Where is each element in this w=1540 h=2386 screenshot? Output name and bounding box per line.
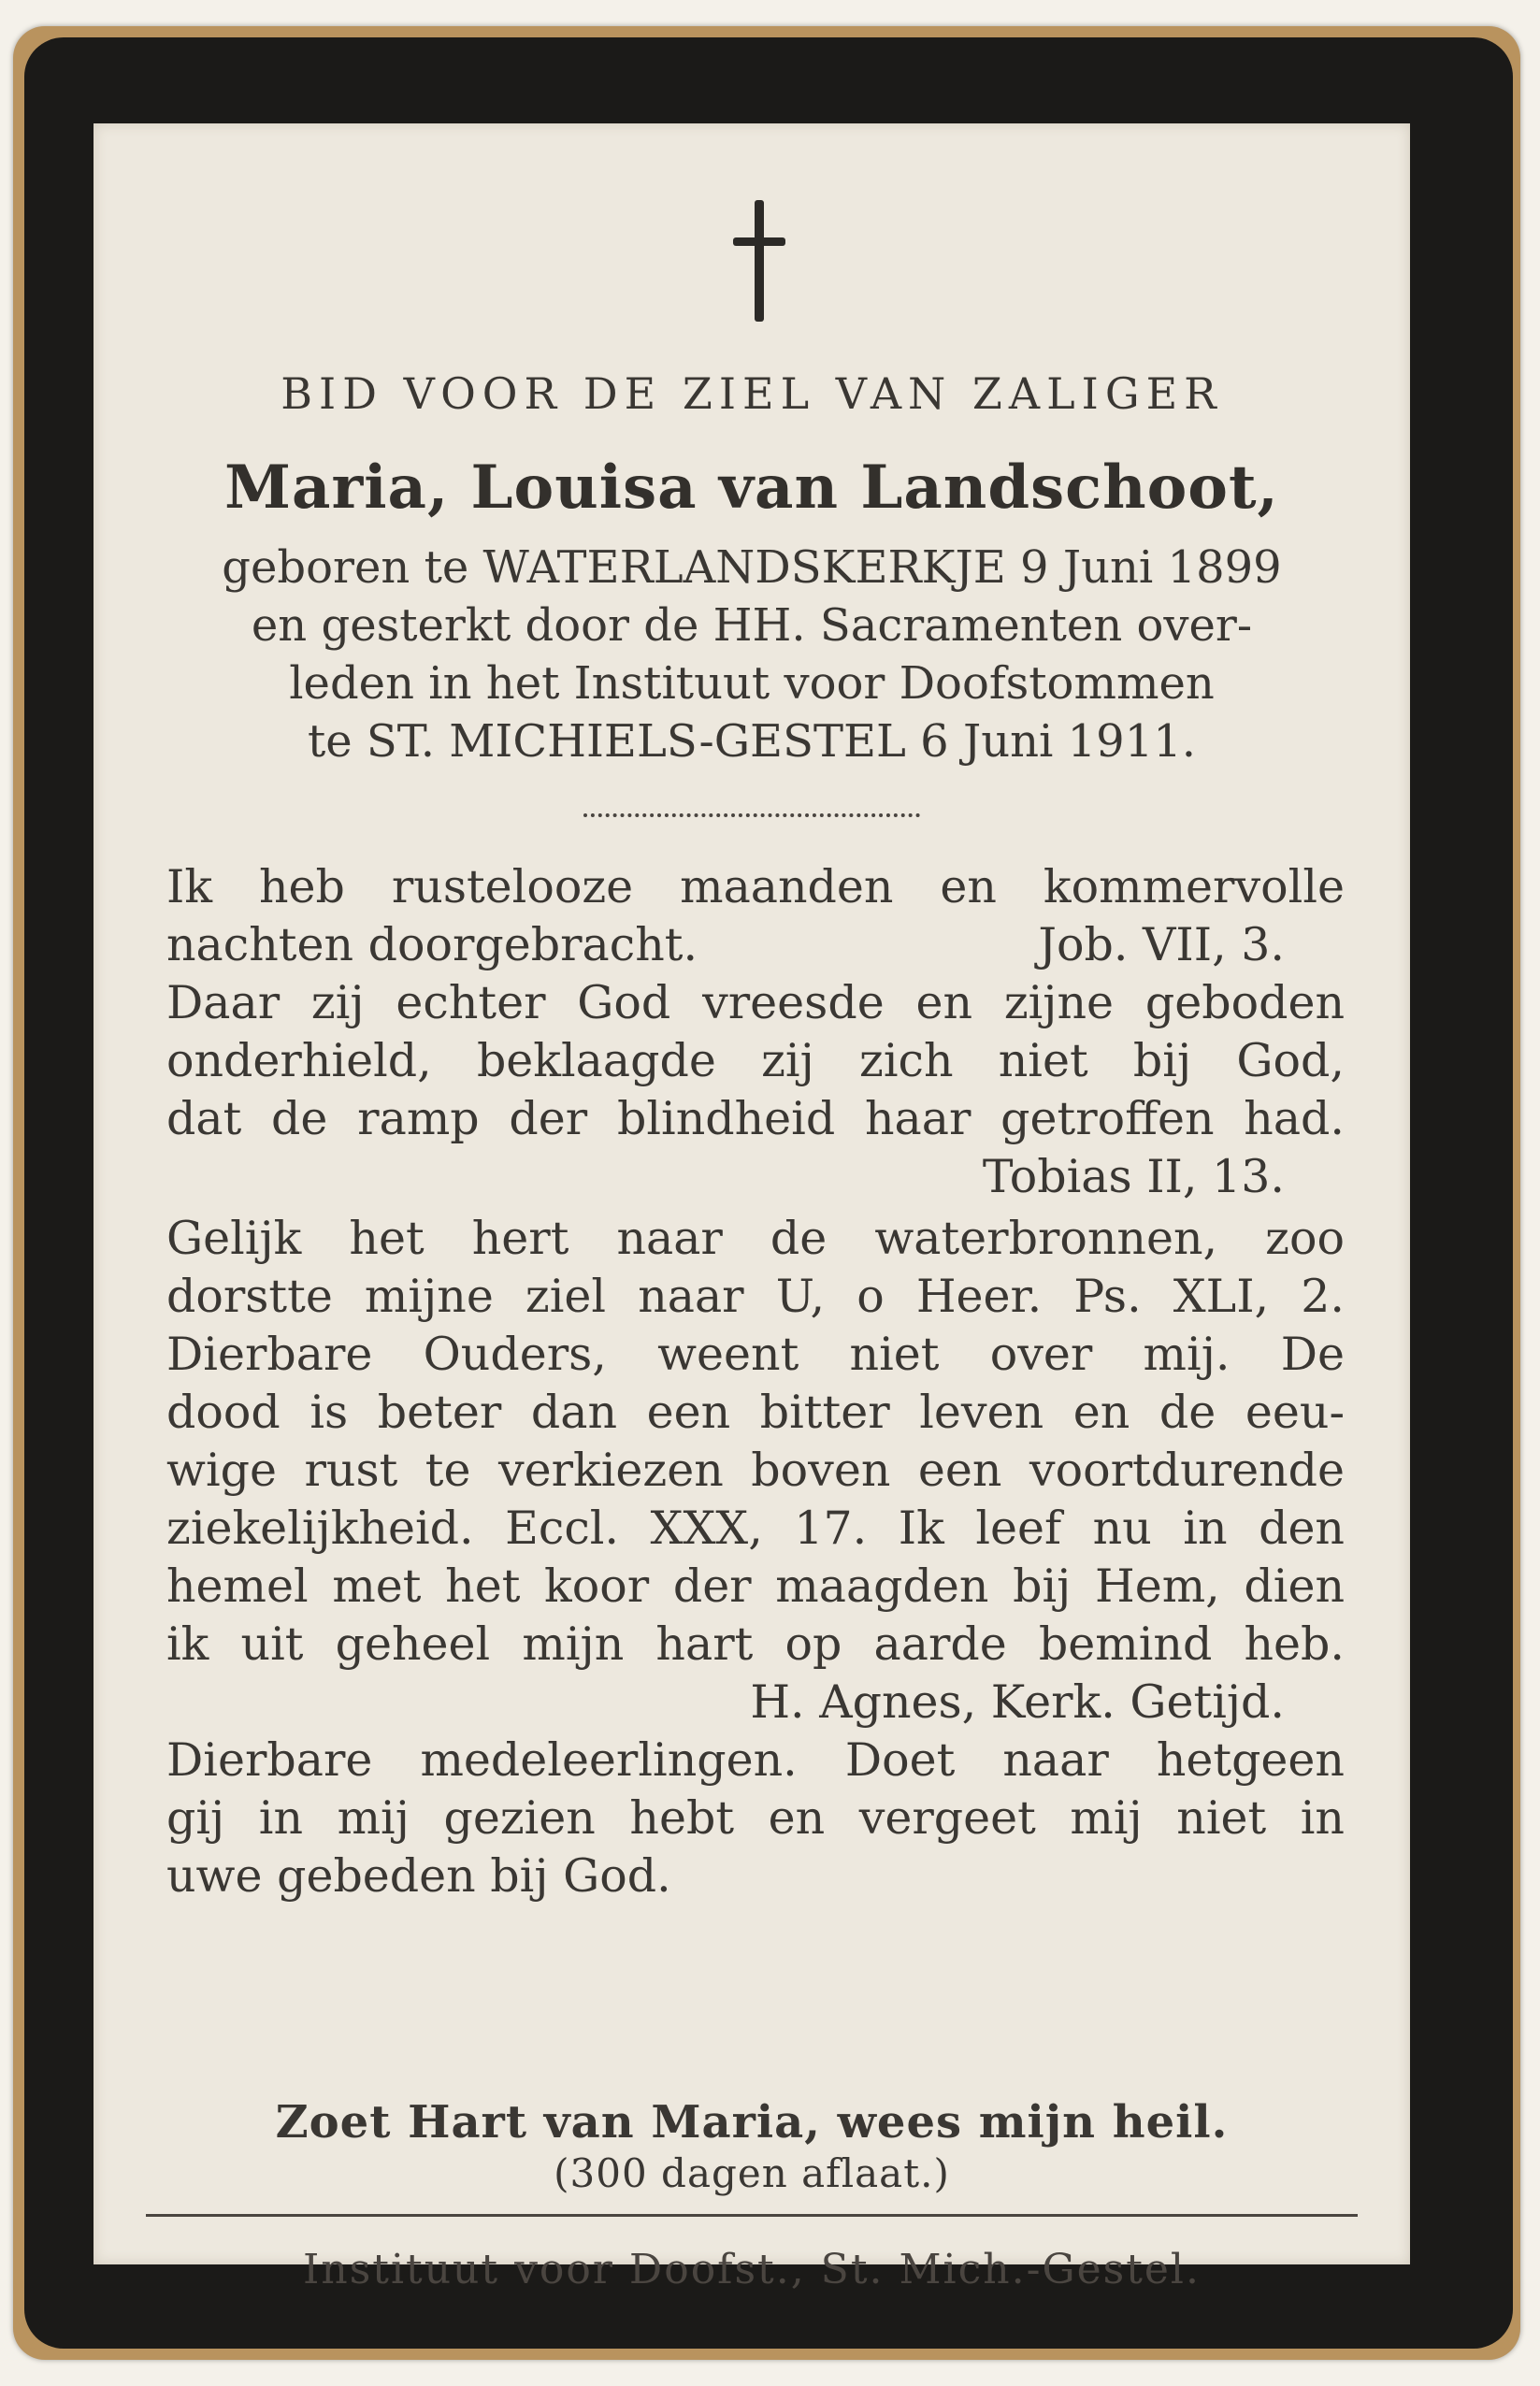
text-line: wige rust te verkiezen boven een voortdurende [166,1444,1345,1497]
indulgence-note: (300 dagen aflaat.) [554,2150,950,2196]
prayer-header: BID VOOR DE ZIEL VAN ZALIGER [281,368,1223,419]
bio-line: en gesterkt door de HH. Sacramenten over- [251,599,1253,652]
text-line: hemel met het koor der maagden bij Hem, dien [166,1560,1345,1613]
footer-divider [146,2214,1358,2217]
cross-icon [733,200,785,322]
text-line: ik uit geheel mijn hart op aarde bemind heb. [166,1617,1345,1671]
card-paper [94,123,1410,2293]
bio-line: te ST. MICHIELS-GESTEL 6 Juni 1911. [307,715,1197,768]
text-line: dorstte mijne ziel naar U, o Heer. Ps. XLI, 2. [166,1270,1345,1323]
printer-footer: Instituut voor Doofst., St. Mich.-Gestel. [302,2246,1201,2293]
citation: Job. VII, 3. [1038,918,1285,971]
citation: Tobias II, 13. [982,1150,1285,1203]
citation: H. Agnes, Kerk. Getijd. [750,1675,1285,1729]
text-line: gij in mij gezien hebt en vergeet mij niet in [166,1791,1345,1845]
text-line: Dierbare medeleerlingen. Doet naar hetgeen [166,1733,1345,1787]
text-line: Dierbare Ouders, weent niet over mij. De [166,1328,1345,1381]
text-line: Daar zij echter God vreesde en zijne geboden [166,976,1345,1029]
bio-line: geboren te WATERLANDSKERKJE 9 Juni 1899 [222,541,1282,594]
text-line: dood is beter dan een bitter leven en de eeu- [166,1386,1345,1439]
dotted-divider [583,813,920,817]
text-line: Ik heb rustelooze maanden en kommervolle [166,860,1345,913]
text-line: nachten doorgebracht. [166,918,698,971]
text-line: Gelijk het hert naar de waterbronnen, zoo [166,1212,1345,1265]
motto: Zoet Hart van Maria, wees mijn heil. [275,2096,1229,2149]
text-line: dat de ramp der blindheid haar getroffen had. [166,1092,1345,1145]
deceased-name: Maria, Louisa van Landschoot, [224,453,1279,523]
text-line: ziekelijkheid. Eccl. XXX, 17. Ik leef nu in den [166,1502,1345,1555]
text-line: onderhield, beklaagde zij zich niet bij God, [166,1034,1345,1087]
text-line: uwe gebeden bij God. [166,1849,671,1903]
bio-line: leden in het Instituut voor Doofstommen [289,657,1215,710]
